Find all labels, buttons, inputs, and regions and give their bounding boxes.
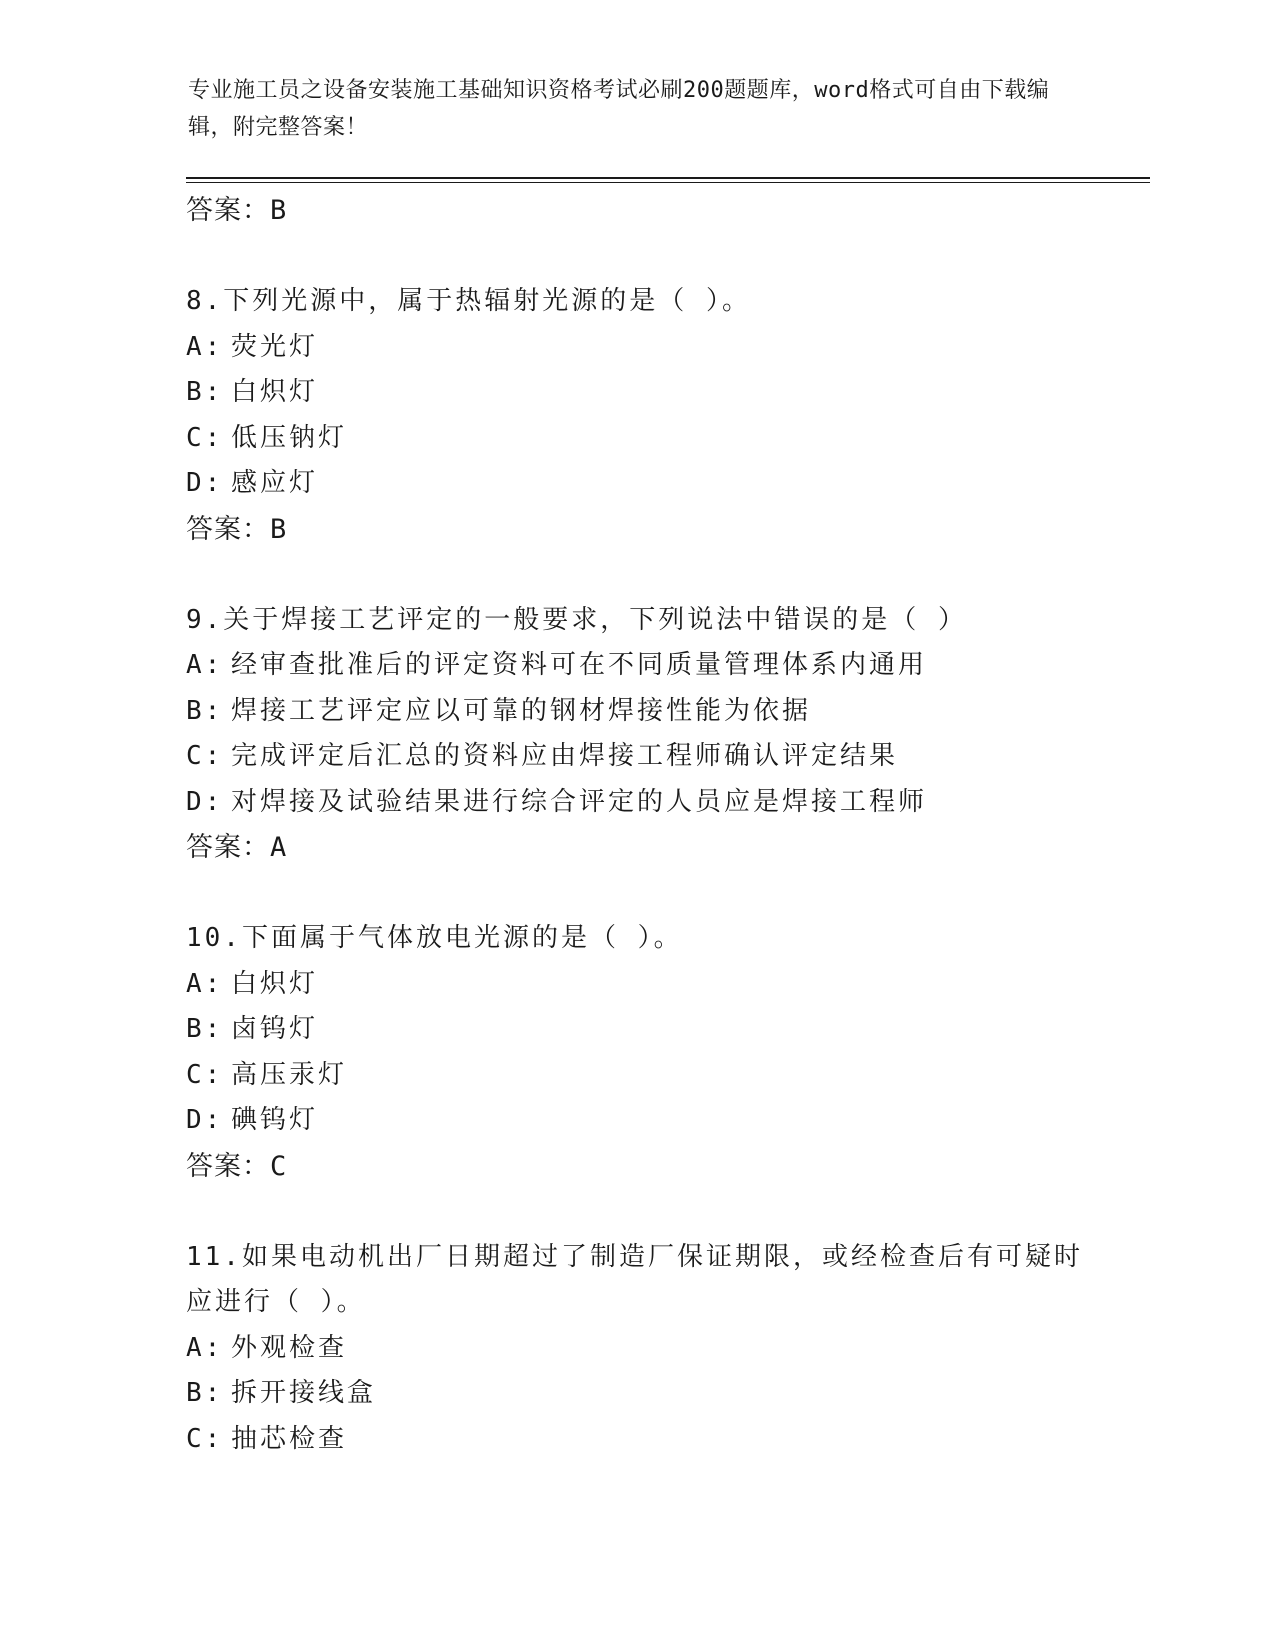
question-8 (186, 279, 1106, 552)
option-b (186, 1371, 1106, 1417)
option-text: 碘钨灯 (231, 1105, 319, 1135)
question-list (186, 188, 1106, 1462)
option-letter: C: (186, 741, 224, 771)
option-b (186, 370, 1106, 416)
option-text: 高压汞灯 (231, 1059, 348, 1090)
option-text: 白炽灯 (231, 968, 319, 999)
option-d (186, 1098, 1106, 1144)
document-header: 专业施工员之设备安装施工基础知识资格考试必刷200题题库，word格式可自由下载编辑，附完整答案！ (188, 78, 1050, 140)
option-letter: B: (186, 377, 224, 407)
option-text: 外观检查 (231, 1332, 348, 1363)
question-11 (186, 1235, 1106, 1463)
option-letter: A: (186, 650, 224, 680)
option-d (186, 780, 1106, 826)
option-letter: B: (186, 1378, 224, 1408)
option-letter: B: (186, 695, 224, 726)
question-9 (186, 598, 1106, 871)
option-text: 焊接工艺评定应以可靠的钢材焊接性能为依据 (231, 695, 812, 726)
question-10 (186, 916, 1106, 1189)
option-c (186, 1417, 1106, 1463)
option-c (186, 1053, 1106, 1099)
option-letter: A: (186, 1332, 224, 1363)
option-d (186, 461, 1106, 507)
option-letter: D: (186, 1105, 224, 1135)
answer: 答案：A (186, 832, 288, 863)
option-a (186, 962, 1106, 1008)
option-text: 白炽灯 (231, 377, 319, 407)
header-divider-thick (186, 177, 1150, 179)
question-stem: 9.关于焊接工艺评定的一般要求，下列说法中错误的是（ ） (186, 604, 967, 635)
option-c (186, 734, 1106, 780)
option-letter: D: (186, 468, 224, 498)
option-text: 完成评定后汇总的资料应由焊接工程师确认评定结果 (231, 741, 899, 771)
option-text: 对焊接及试验结果进行综合评定的人员应是焊接工程师 (231, 786, 928, 817)
spacer (186, 871, 1106, 917)
question-stem: 8.下列光源中，属于热辐射光源的是（ ）。 (186, 286, 751, 316)
option-text: 感应灯 (231, 468, 319, 498)
question-stem: 11.如果电动机出厂日期超过了制造厂保证期限，或经检查后有可疑时应进行（ ）。 (186, 1241, 1083, 1317)
option-b (186, 689, 1106, 735)
previous-answer: 答案：B (186, 195, 288, 226)
option-letter: C: (186, 1059, 224, 1090)
question-stem: 10.下面属于气体放电光源的是（ ）。 (186, 923, 683, 953)
option-letter: A: (186, 968, 224, 999)
spacer (186, 1189, 1106, 1235)
option-c (186, 416, 1106, 462)
spacer (186, 234, 1106, 280)
spacer (186, 552, 1106, 598)
header-divider-thin (186, 182, 1150, 183)
option-letter: A: (186, 331, 224, 362)
option-a (186, 643, 1106, 689)
option-letter: B: (186, 1014, 224, 1044)
option-letter: D: (186, 786, 224, 817)
option-text: 经审查批准后的评定资料可在不同质量管理体系内通用 (231, 650, 928, 680)
option-letter: C: (186, 422, 224, 453)
option-letter: C: (186, 1423, 224, 1454)
option-text: 拆开接线盒 (231, 1378, 377, 1408)
option-text: 抽芯检查 (231, 1423, 348, 1454)
option-b (186, 1007, 1106, 1053)
answer: 答案：C (186, 1150, 288, 1182)
option-text: 低压钠灯 (231, 422, 348, 453)
option-a (186, 1326, 1106, 1372)
answer: 答案：B (186, 513, 288, 545)
option-text: 卤钨灯 (231, 1014, 319, 1044)
option-text: 荧光灯 (231, 331, 319, 362)
option-a (186, 325, 1106, 371)
